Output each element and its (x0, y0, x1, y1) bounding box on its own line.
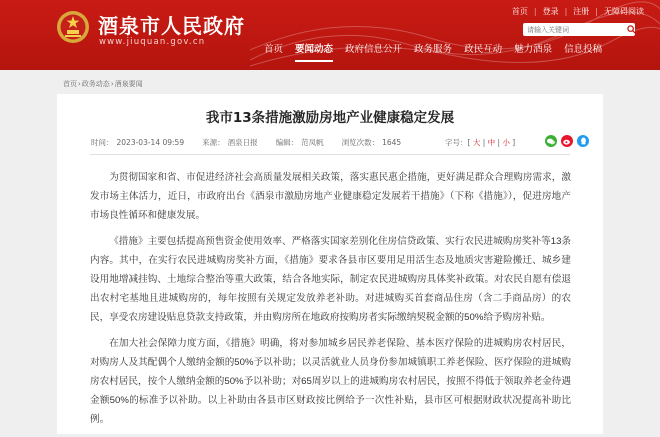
toplink-register[interactable]: 注册 (573, 7, 590, 16)
nav-gov-info[interactable]: 政府信息公开 (345, 44, 403, 55)
site-title[interactable]: 酒泉市人民政府 (98, 14, 245, 38)
nav-charm-jiuquan[interactable]: 魅力酒泉 (514, 44, 553, 55)
toplink-login[interactable]: 登录 (542, 7, 559, 16)
search-input[interactable] (523, 24, 627, 35)
toplink-divider: | (564, 7, 568, 16)
font-size-small[interactable]: 小 (502, 138, 510, 147)
breadcrumb-gov-news[interactable]: 政务动态 (81, 80, 110, 88)
nav-home[interactable]: 首页 (264, 44, 284, 55)
wechat-icon[interactable] (545, 135, 557, 147)
article-meta (91, 137, 401, 148)
main-nav (258, 43, 608, 63)
toplink-accessibility[interactable]: 无障碍阅读 (604, 7, 644, 16)
national-emblem-icon (56, 10, 90, 44)
nav-services[interactable]: 政务服务 (414, 44, 453, 55)
meta-date: 时间： 2023-03-14 09:59 (91, 138, 185, 147)
toplink-home[interactable]: 首页 (511, 7, 528, 16)
font-size-label: 字号： (445, 138, 468, 147)
font-size-medium[interactable]: 中 (487, 138, 496, 147)
qq-icon[interactable] (577, 135, 589, 147)
toplink-divider: | (595, 7, 598, 16)
nav-submit-info[interactable]: 信息投稿 (564, 44, 603, 55)
breadcrumb (63, 79, 144, 89)
article-body (90, 169, 571, 437)
weibo-icon[interactable] (561, 135, 573, 147)
article-title: 我市13条措施激励房地产业健康稳定发展 (205, 110, 455, 126)
font-size-large[interactable]: 大 (472, 138, 481, 147)
nav-news[interactable]: 要闻动态 (289, 43, 339, 63)
site-url: www.jiuquan.gov.cn (99, 37, 206, 47)
article-paragraph: 为贯彻国家和省、市促进经济社会高质量发展相关政策，落实惠民惠企措施，更好满足群众合理购房需求，激发市场主体活力，近日，市政府出台《酒泉市激励房地产业健康稳定发展若干措施》（下称《措施》），促进房地产市场良性循环和健康发展。 (90, 172, 571, 221)
meta-divider (90, 154, 570, 155)
toplink-divider: | (533, 7, 537, 16)
font-size-selector: 字号：[ 大 | 中 | 小 ] (445, 138, 516, 147)
breadcrumb-home[interactable]: 首页 (63, 80, 77, 88)
breadcrumb-separator: › (110, 80, 114, 88)
article-card (57, 94, 603, 434)
search-icon[interactable] (627, 24, 636, 36)
article-paragraph: 《措施》主要包括提高预售资金使用效率、严格落实国家差别化住房信贷政策、实行农民进城购房奖补等13条内容。其中，在实行农民进城购房奖补方面，《措施》要求各县市区要用足用活生态及地质灾害避险搬迁、城乡建设用地增减挂钩、土地综合整治等重大政策，结合各地实际，制定农民进城购房具体奖补政策。对农民自愿有偿退出农村宅基地且进城购房的，每年按照有关规定发放养老补助。对进城购买首套商品住房（含二手商品房）的农民，享受农房建设贴息贷款支持政策，并由购房所在地政府按购房者实际缴纳契税金额的50%给予购房补贴。 (90, 236, 571, 323)
meta-views: 浏览次数： 1645 (341, 138, 402, 147)
site-header (0, 0, 660, 70)
top-links (512, 6, 644, 17)
meta-editor: 编辑： 范凤帆 (275, 138, 324, 147)
breadcrumb-jiuquan-news[interactable]: 酒泉要闻 (114, 80, 143, 88)
meta-source: 来源： 酒泉日报 (202, 138, 258, 147)
share-buttons (545, 135, 589, 147)
search-box (523, 23, 635, 36)
article-paragraph: 在加大社会保障力度方面，《措施》明确，将对参加城乡居民养老保险、基本医疗保险的进城购房农村居民，对购房人及其配偶个人缴纳金额的50%予以补助；以灵活就业人员身份参加城镇职工养老保险、医疗保险的进城购房农村居民，按个人缴纳金额的50%予以补助；对65周岁以上的进城购房农村居民，按照不得低于领取养老金待遇金额50%的标准予以补助。以上补助由各县市区财政按比例给予一次性补贴，县市区可根据财政状况提高补助比例。 (90, 338, 571, 425)
breadcrumb-separator: › (78, 80, 81, 88)
nav-interaction[interactable]: 政民互动 (464, 44, 503, 55)
